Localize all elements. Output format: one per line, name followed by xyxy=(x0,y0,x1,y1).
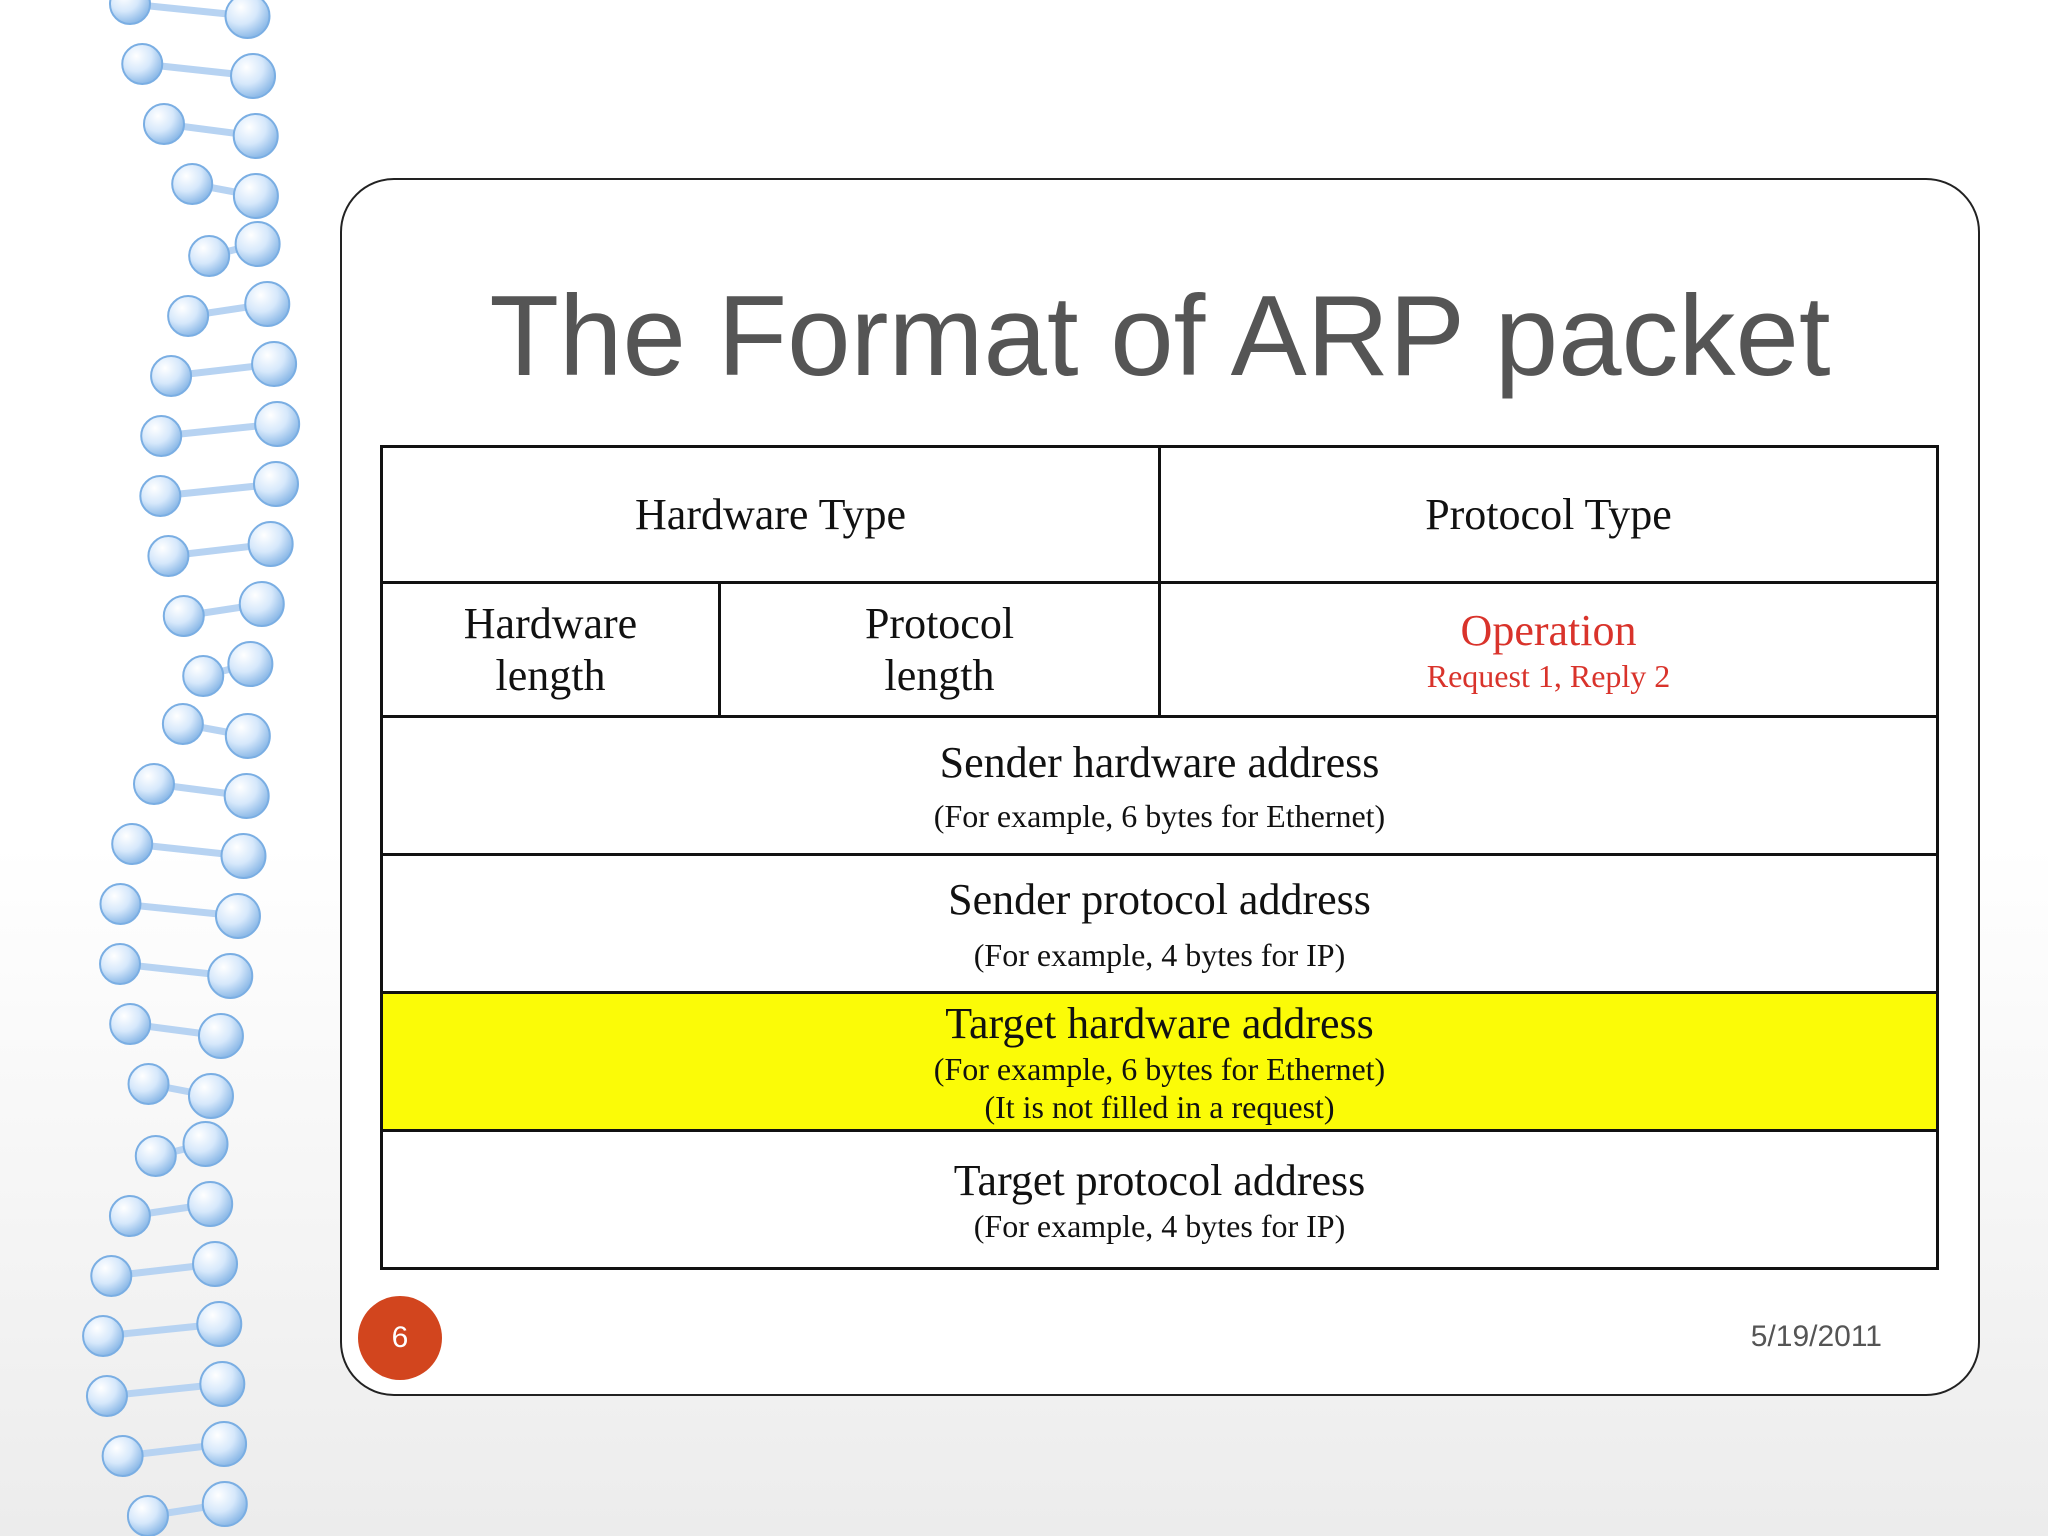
dna-node xyxy=(252,342,296,386)
slide-date: 5/19/2011 xyxy=(1750,1320,1882,1353)
dna-node xyxy=(83,1316,123,1356)
dna-node xyxy=(221,834,265,878)
row-sender-protocol xyxy=(382,855,1938,993)
dna-node xyxy=(188,1182,232,1226)
dna-node xyxy=(134,764,174,804)
dna-node xyxy=(249,522,293,566)
dna-node xyxy=(228,642,272,686)
slide-card xyxy=(340,178,1980,1396)
dna-node xyxy=(226,714,270,758)
dna-node xyxy=(168,296,208,336)
dna-node xyxy=(110,0,150,24)
dna-node xyxy=(100,884,140,924)
dna-node xyxy=(245,282,289,326)
dna-node xyxy=(151,356,191,396)
field-hardware-type: Hardware Type xyxy=(382,447,1160,583)
dna-node xyxy=(164,596,204,636)
dna-node xyxy=(240,582,284,626)
dna-node xyxy=(202,1422,246,1466)
dna-node xyxy=(225,774,269,818)
field-protocol-length: Protocol length xyxy=(720,583,1160,717)
dna-node xyxy=(141,416,181,456)
dna-node xyxy=(231,54,275,98)
dna-node xyxy=(103,1436,143,1476)
dna-decoration xyxy=(0,0,340,1536)
operation-label: Operation xyxy=(1460,605,1637,655)
arp-packet-table xyxy=(380,445,1939,1270)
dna-node xyxy=(193,1242,237,1286)
dna-node xyxy=(110,1196,150,1236)
operation-detail: Request 1, Reply 2 xyxy=(1426,657,1671,694)
dna-node xyxy=(226,0,270,38)
dna-node xyxy=(100,944,140,984)
dna-node xyxy=(208,954,252,998)
dna-node xyxy=(199,1014,243,1058)
dna-node xyxy=(140,476,180,516)
dna-node xyxy=(234,114,278,158)
row-types xyxy=(382,447,1938,583)
dna-node xyxy=(136,1136,176,1176)
dna-node xyxy=(172,164,212,204)
dna-node xyxy=(254,462,298,506)
dna-node xyxy=(128,1496,168,1536)
field-target-hardware-address: Target hardware address (For example, 6 bytes for Ethernet) (It is not filled in a request) xyxy=(382,993,1938,1131)
row-sender-hardware xyxy=(382,717,1938,855)
dna-node xyxy=(200,1362,244,1406)
dna-node xyxy=(122,44,162,84)
dna-node xyxy=(189,1074,233,1118)
dna-node xyxy=(144,104,184,144)
dna-node xyxy=(234,174,278,218)
field-target-protocol-address: Target protocol address (For example, 4 bytes for IP) xyxy=(382,1131,1938,1269)
dna-node xyxy=(197,1302,241,1346)
field-protocol-type: Protocol Type xyxy=(1160,447,1938,583)
dna-node xyxy=(183,656,223,696)
dna-node xyxy=(255,402,299,446)
dna-node xyxy=(112,824,152,864)
field-hardware-length: Hardware length xyxy=(382,583,720,717)
dna-node xyxy=(110,1004,150,1044)
row-target-protocol xyxy=(382,1131,1938,1269)
dna-node xyxy=(163,704,203,744)
row-target-hardware xyxy=(382,993,1938,1131)
dna-node xyxy=(148,536,188,576)
dna-node xyxy=(129,1064,169,1104)
dna-node xyxy=(189,236,229,276)
dna-node xyxy=(236,222,280,266)
field-sender-protocol-address: Sender protocol address (For example, 4 bytes for IP) xyxy=(382,855,1938,993)
field-operation xyxy=(1160,583,1938,717)
slide-title: The Format of ARP packet xyxy=(489,273,1831,400)
dna-node xyxy=(184,1122,228,1166)
dna-node xyxy=(91,1256,131,1296)
row-lengths-operation xyxy=(382,583,1938,717)
dna-node xyxy=(87,1376,127,1416)
page-number-badge: 6 xyxy=(358,1296,442,1380)
dna-node xyxy=(216,894,260,938)
dna-node xyxy=(203,1482,247,1526)
field-sender-hardware-address: Sender hardware address (For example, 6 bytes for Ethernet) xyxy=(382,717,1938,855)
